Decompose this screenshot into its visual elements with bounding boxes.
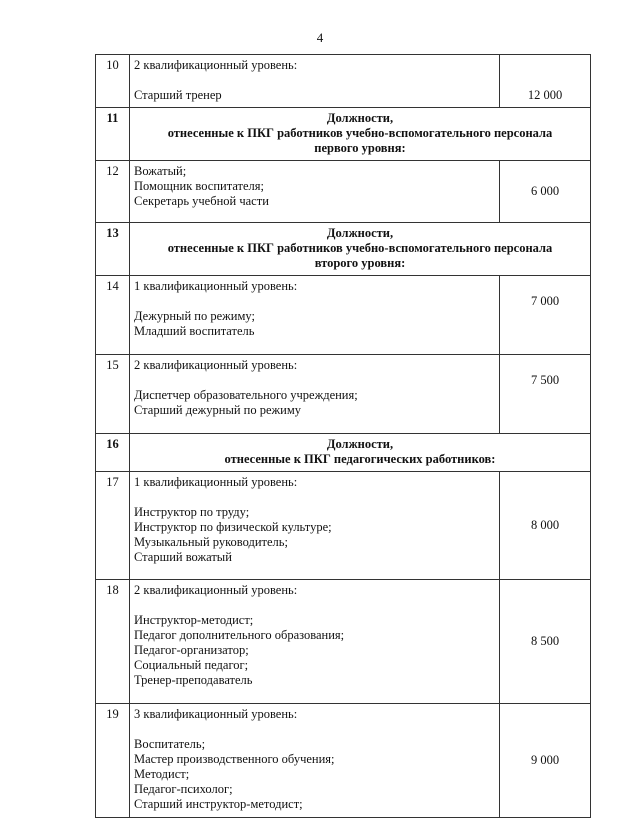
- row-number: 19: [96, 704, 130, 818]
- group-header-row: [96, 223, 591, 276]
- position-cell: [130, 704, 500, 818]
- position-name: Вожатый;: [134, 164, 187, 178]
- position-name: Педагог-психолог;: [134, 782, 233, 796]
- qualification-level: 2 квалификационный уровень:: [134, 358, 298, 372]
- salary-value: 7 500: [500, 355, 591, 434]
- qualification-level: 2 квалификационный уровень:: [134, 583, 298, 597]
- salary-value: 12 000: [500, 55, 591, 108]
- salary-table: [95, 54, 591, 818]
- position-name: Воспитатель;: [134, 737, 206, 751]
- position-name: Педагог-организатор;: [134, 643, 249, 657]
- group-header: [130, 108, 591, 161]
- position-name: Дежурный по режиму;: [134, 309, 255, 323]
- row-number: 17: [96, 472, 130, 580]
- table-row: [96, 355, 591, 434]
- table-row: [96, 276, 591, 355]
- group-header-line: Должности,: [326, 437, 394, 451]
- group-header: [130, 223, 591, 276]
- position-cell: [130, 355, 500, 434]
- position-name: Младший воспитатель: [134, 324, 255, 338]
- qualification-level: 1 квалификационный уровень:: [134, 279, 298, 293]
- row-number: 15: [96, 355, 130, 434]
- group-header-line: отнесенные к ПКГ педагогических работников:: [224, 452, 496, 466]
- position-name: Старший инструктор-методист;: [134, 797, 303, 811]
- table-row: [96, 55, 591, 108]
- position-cell: [130, 55, 500, 108]
- table-row: [96, 161, 591, 223]
- salary-value: 9 000: [500, 704, 591, 818]
- row-number: 12: [96, 161, 130, 223]
- row-number: 16: [96, 434, 130, 472]
- position-name: Диспетчер образовательного учреждения;: [134, 388, 358, 402]
- position-name: Социальный педагог;: [134, 658, 249, 672]
- qualification-level: 3 квалификационный уровень:: [134, 707, 298, 721]
- position-cell: [130, 161, 500, 223]
- group-header-line: отнесенные к ПКГ работников учебно-вспомогательного персонала: [167, 241, 553, 255]
- group-header-line: Должности,: [326, 226, 394, 240]
- position-name: Музыкальный руководитель;: [134, 535, 288, 549]
- row-number: 18: [96, 580, 130, 704]
- position-name: Инструктор по труду;: [134, 505, 250, 519]
- group-header: [130, 434, 591, 472]
- salary-value: 8 000: [500, 472, 591, 580]
- position-name: Инструктор-методист;: [134, 613, 254, 627]
- position-name: Старший тренер: [134, 88, 222, 102]
- row-number: 11: [96, 108, 130, 161]
- position-name: Методист;: [134, 767, 190, 781]
- position-name: Мастер производственного обучения;: [134, 752, 335, 766]
- position-cell: [130, 472, 500, 580]
- salary-value: 7 000: [500, 276, 591, 355]
- position-cell: [130, 276, 500, 355]
- qualification-level: 1 квалификационный уровень:: [134, 475, 298, 489]
- group-header-line: отнесенные к ПКГ работников учебно-вспомогательного персонала: [167, 126, 553, 140]
- table-row: [96, 472, 591, 580]
- qualification-level: 2 квалификационный уровень:: [134, 58, 298, 72]
- position-name: Тренер-преподаватель: [134, 673, 253, 687]
- position-cell: [130, 580, 500, 704]
- position-name: Секретарь учебной части: [134, 194, 269, 208]
- row-number: 14: [96, 276, 130, 355]
- table-row: [96, 704, 591, 818]
- position-name: Инструктор по физической культуре;: [134, 520, 332, 534]
- row-number: 10: [96, 55, 130, 108]
- row-number: 13: [96, 223, 130, 276]
- page-number: 4: [316, 30, 324, 45]
- position-name: Старший вожатый: [134, 550, 232, 564]
- group-header-line: второго уровня:: [314, 256, 406, 270]
- group-header-line: Должности,: [326, 111, 394, 125]
- group-header-row: [96, 434, 591, 472]
- table-row: [96, 580, 591, 704]
- position-name: Педагог дополнительного образования;: [134, 628, 345, 642]
- position-name: Старший дежурный по режиму: [134, 403, 302, 417]
- group-header-line: первого уровня:: [314, 141, 406, 155]
- position-name: Помощник воспитателя;: [134, 179, 265, 193]
- salary-value: 8 500: [500, 580, 591, 704]
- group-header-row: [96, 108, 591, 161]
- salary-value: 6 000: [500, 161, 591, 223]
